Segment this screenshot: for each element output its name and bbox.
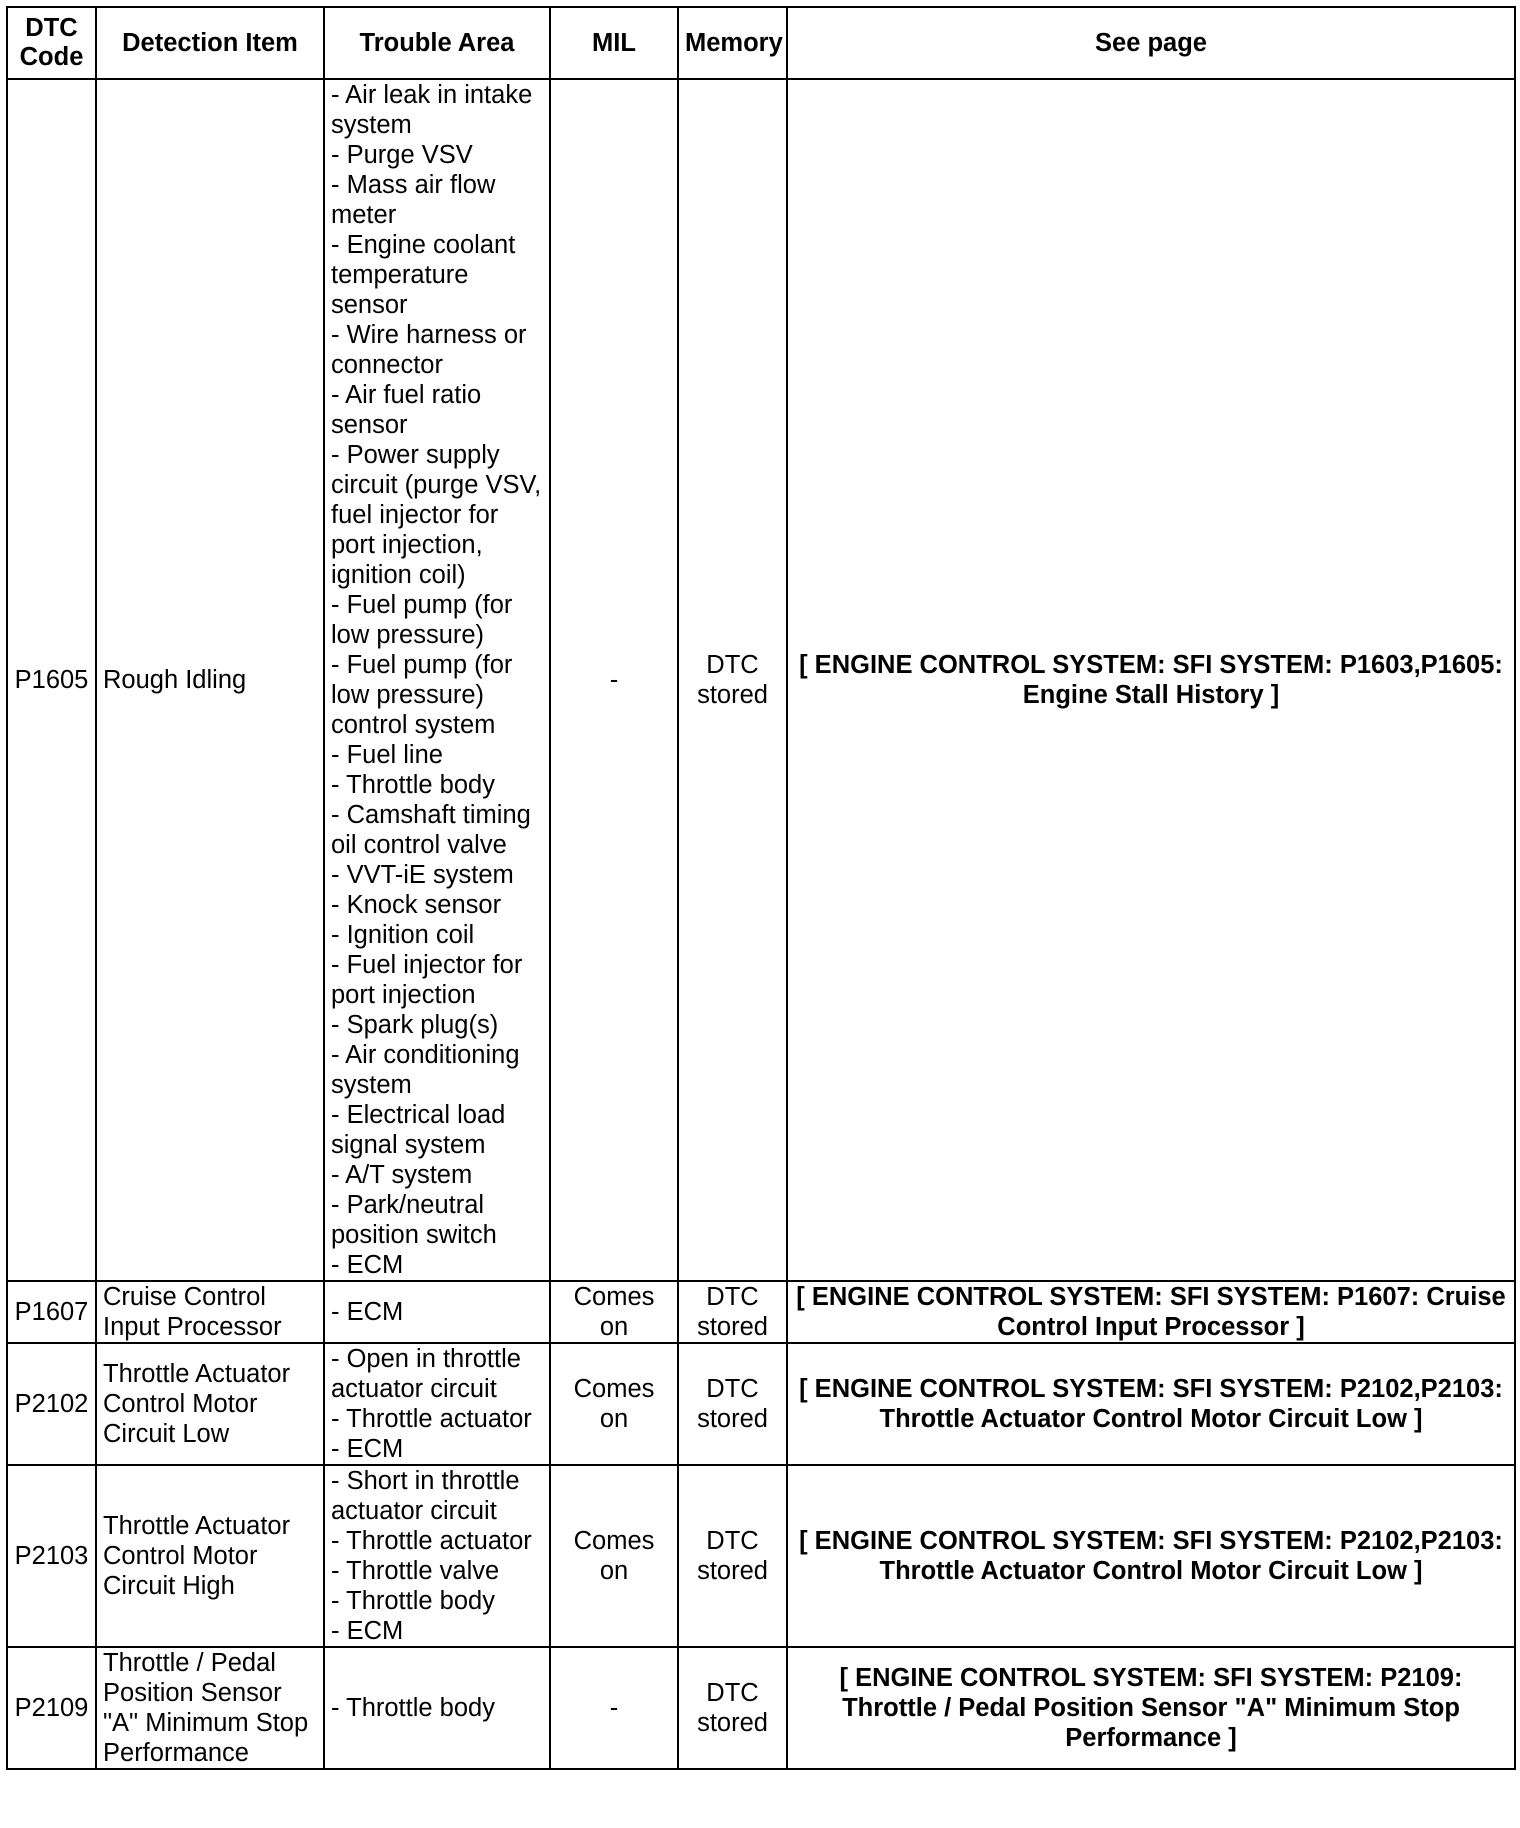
memory-cell: DTC stored: [678, 1281, 787, 1343]
trouble-area-cell: - Short in throttle actuator circuit - Throttle actuator - Throttle valve - Throttle body - ECM: [324, 1465, 550, 1647]
table-row: [7, 1647, 1515, 1769]
memory-cell: DTC stored: [678, 1343, 787, 1465]
table-row: [7, 1465, 1515, 1647]
detection-item-cell: Throttle Actuator Control Motor Circuit High: [96, 1465, 324, 1647]
header-dtc-code: DTC Code: [7, 7, 96, 79]
table-row: [7, 1343, 1515, 1465]
see-page-link[interactable]: [ ENGINE CONTROL SYSTEM: SFI SYSTEM: P2102,P2103: Throttle Actuator Control Motor Circuit Low ]: [787, 1343, 1515, 1465]
dtc-code-cell: P1607: [7, 1281, 96, 1343]
memory-cell: DTC stored: [678, 1465, 787, 1647]
detection-item-cell: Throttle / Pedal Position Sensor "A" Minimum Stop Performance: [96, 1647, 324, 1769]
memory-cell: DTC stored: [678, 1647, 787, 1769]
header-trouble-area: Trouble Area: [324, 7, 550, 79]
header-detection-item: Detection Item: [96, 7, 324, 79]
mil-cell: Comes on: [550, 1343, 678, 1465]
dtc-code-cell: P2102: [7, 1343, 96, 1465]
detection-item-cell: Cruise Control Input Processor: [96, 1281, 324, 1343]
dtc-table: [6, 6, 1516, 1770]
mil-cell: Comes on: [550, 1281, 678, 1343]
dtc-code-cell: P2103: [7, 1465, 96, 1647]
dtc-code-cell: P1605: [7, 79, 96, 1281]
mil-cell: Comes on: [550, 1465, 678, 1647]
dtc-code-cell: P2109: [7, 1647, 96, 1769]
trouble-area-cell: - Open in throttle actuator circuit - Throttle actuator - ECM: [324, 1343, 550, 1465]
see-page-link[interactable]: [ ENGINE CONTROL SYSTEM: SFI SYSTEM: P2102,P2103: Throttle Actuator Control Motor Circuit Low ]: [787, 1465, 1515, 1647]
detection-item-cell: Rough Idling: [96, 79, 324, 1281]
header-memory: Memory: [678, 7, 787, 79]
see-page-link[interactable]: [ ENGINE CONTROL SYSTEM: SFI SYSTEM: P1603,P1605: Engine Stall History ]: [787, 79, 1515, 1281]
see-page-link[interactable]: [ ENGINE CONTROL SYSTEM: SFI SYSTEM: P2109: Throttle / Pedal Position Sensor "A" Minimum Stop Performance ]: [787, 1647, 1515, 1769]
trouble-area-cell: - Throttle body: [324, 1647, 550, 1769]
header-see-page: See page: [787, 7, 1515, 79]
mil-cell: -: [550, 1647, 678, 1769]
trouble-area-cell: - Air leak in intake system - Purge VSV - Mass air flow meter - Engine coolant temperature sensor - Wire harness or connector - Air fuel ratio sensor - Power supply circuit (purge VSV, fuel injector for port injection, ignition coil) - Fuel pump (for low pressure) - Fuel pump (for low pressure) control system - Fuel line - Throttle body - Camshaft timing oil control valve - VVT-iE system - Knock sensor - Ignition coil - Fuel injector for port injection - Spark plug(s) - Air conditioning system - Electrical load signal system - A/T system - Park/neutral position switch - ECM: [324, 79, 550, 1281]
header-row: [7, 7, 1515, 79]
memory-cell: DTC stored: [678, 79, 787, 1281]
header-mil: MIL: [550, 7, 678, 79]
table-row: [7, 1281, 1515, 1343]
trouble-area-cell: - ECM: [324, 1281, 550, 1343]
mil-cell: -: [550, 79, 678, 1281]
see-page-link[interactable]: [ ENGINE CONTROL SYSTEM: SFI SYSTEM: P1607: Cruise Control Input Processor ]: [787, 1281, 1515, 1343]
detection-item-cell: Throttle Actuator Control Motor Circuit Low: [96, 1343, 324, 1465]
table-row: [7, 79, 1515, 1281]
